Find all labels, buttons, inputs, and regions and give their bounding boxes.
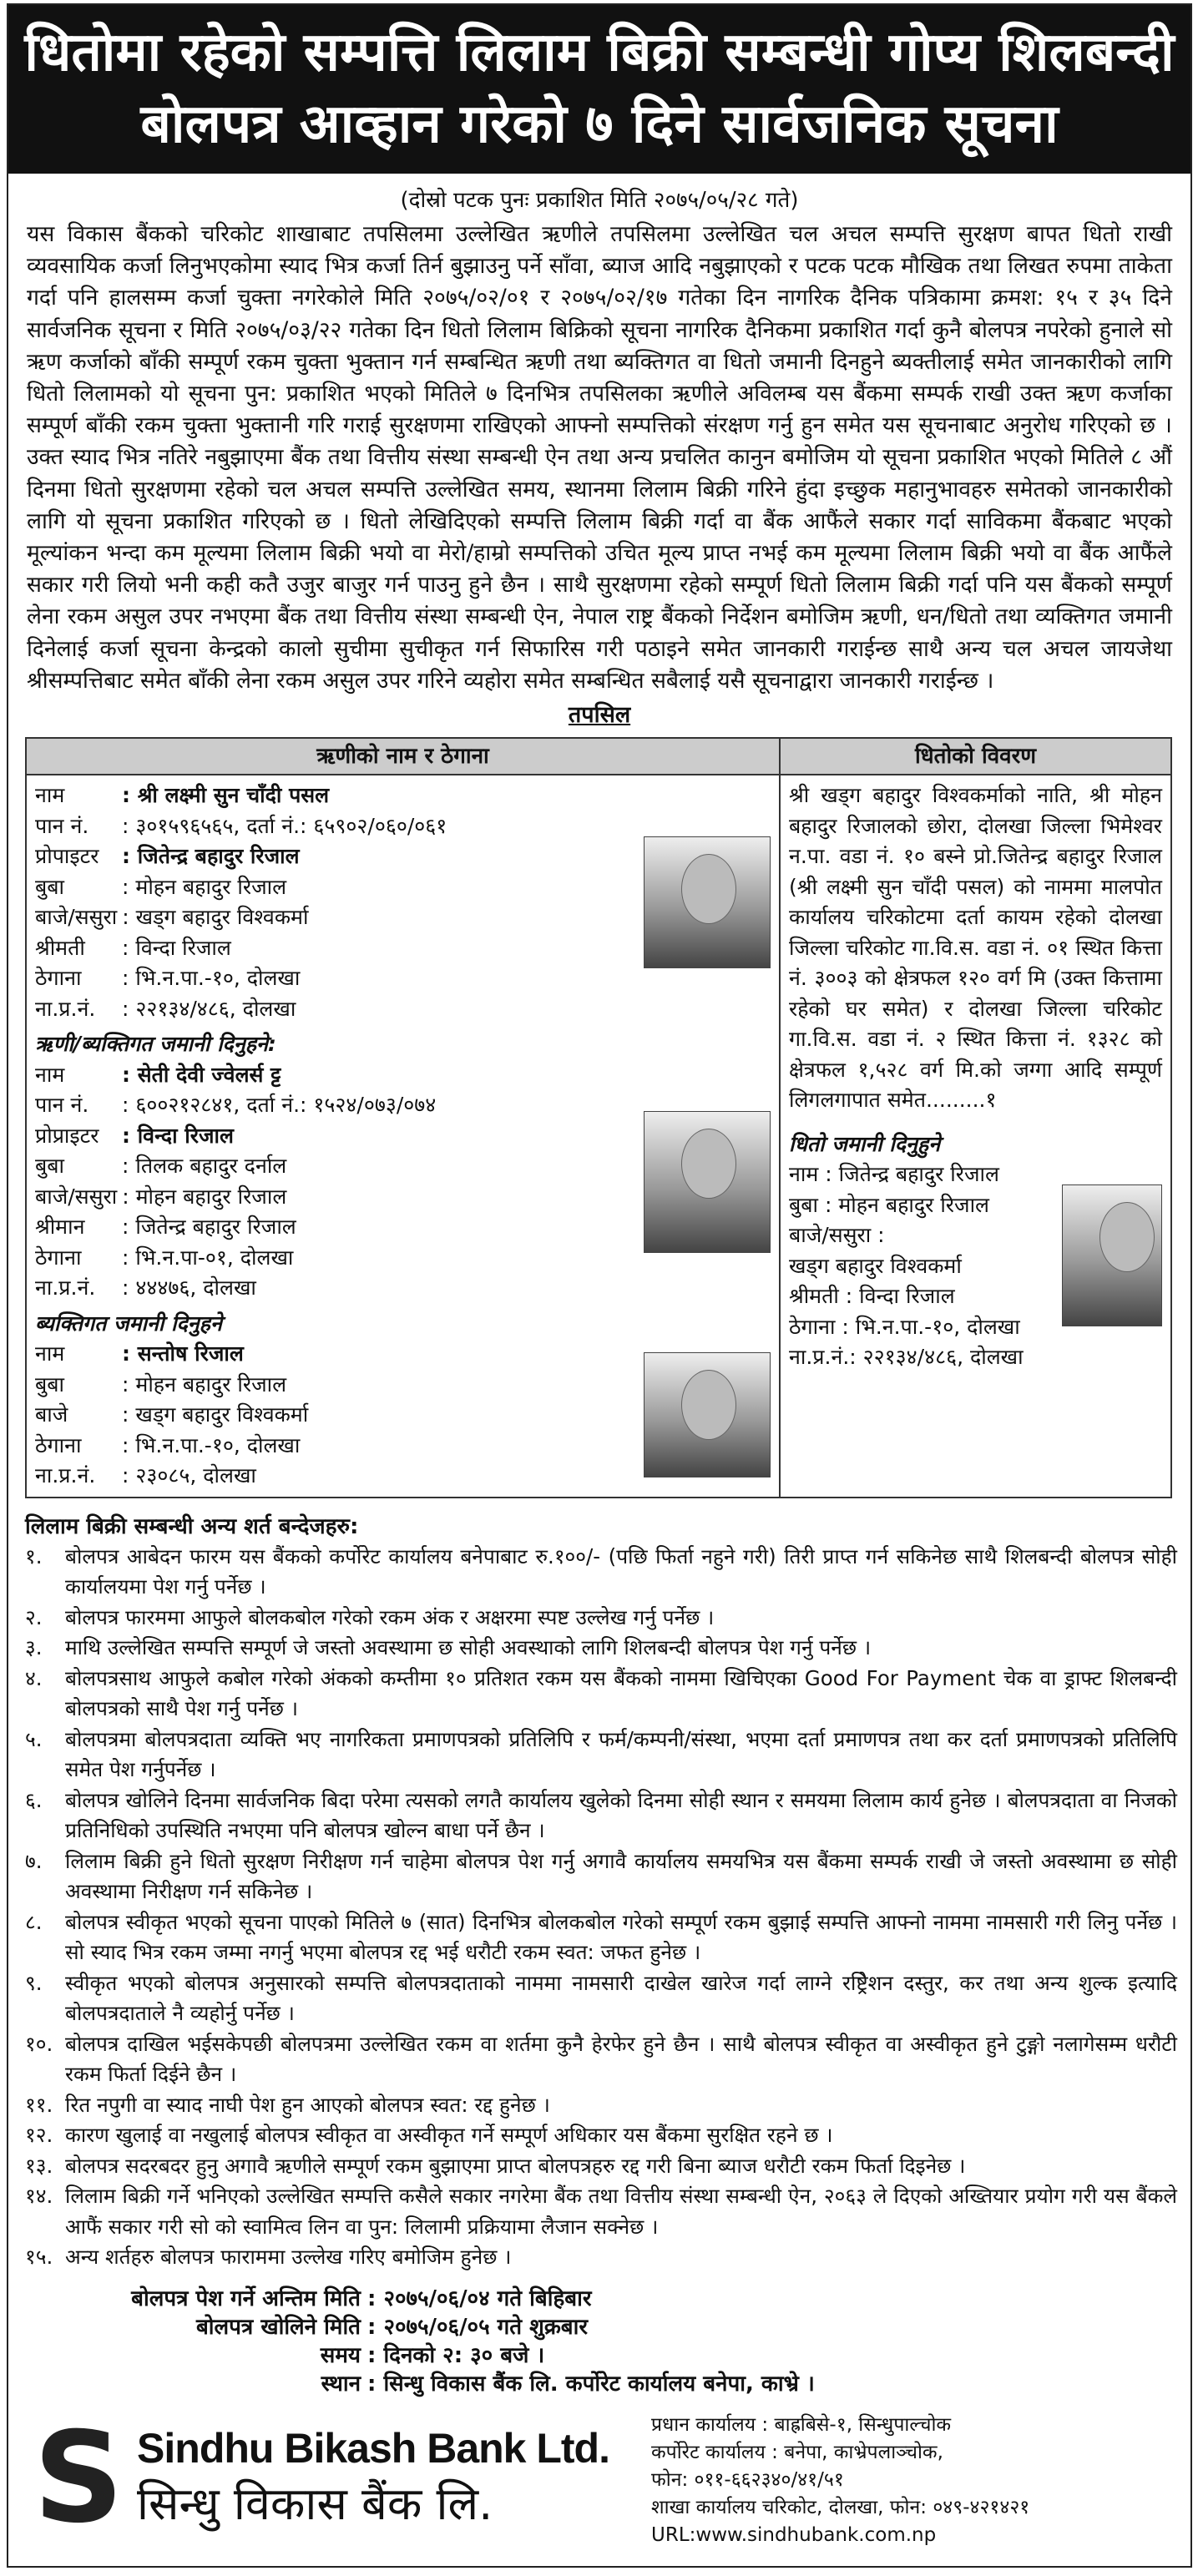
- conditions-list: [25, 1542, 1177, 2273]
- condition-text: लिलाम बिक्री गर्ने भनिएको उल्लेखित सम्पत्ति कसैले सकार नगरेमा बैंक तथा वित्तीय संस्था सम्बन्धी ऐन, २०६३ ले दिएको अख्तियार प्रयोग गरी यस बैंकले आफैं सकार गरी सो को स्वामित्व लिन वा पुन: लिलामी प्रक्रियामा लैजान सक्नेछ ।: [65, 2184, 1177, 2239]
- date-label: बोलपत्र खोलिने मिति: [195, 2314, 361, 2340]
- body-line: गराई सुरक्षणमा राखिएको आफ्नो सम्पत्तिको संरक्षण गर्नु हुन समेत यस सूचनाबाट अनुरोध गरिएको छ । उक्त: [27, 412, 1172, 471]
- condition-item: [25, 2090, 1177, 2121]
- detail-label: पान नं.: [35, 813, 89, 838]
- body-line: स्याद भित्र नतिरे नबुझाएमा बैंक तथा वित्तीय संस्था सम्बन्धी ऐन तथा अन्य प्रचलित कानुन बमोजिम यो सूचना: [70, 444, 930, 471]
- borrower-photo: [644, 836, 771, 968]
- detail-row: [35, 963, 632, 994]
- detail-line: नाम : जितेन्द्र बहादुर रिजाल: [789, 1162, 999, 1187]
- condition-item: [25, 2120, 1177, 2151]
- condition-item: [25, 2029, 1177, 2090]
- guarantor2-photo: [644, 1352, 771, 1477]
- guarantor2-section: [35, 1339, 771, 1492]
- condition-text: बोलपत्रसाथ आफुले कबोल गरेको अंकको कम्तीमा १० प्रतिशत रकम यस बैंकको नाममा खिचिएका Good For Payment चेक वा ड्राफ्ट शिलबन्दी बोलपत्रको साथै पेश गर्नु पर्नेछ ।: [65, 1665, 1177, 1721]
- body-line: तपसिलका ऋणीले अविलम्ब यस बैंकमा सम्पर्क राखी उक्त ऋण कर्जाका सम्पूर्ण बाँकी रकम चुक्ता भुक्तानी गरि: [27, 381, 1172, 439]
- condition-item: [25, 1968, 1177, 2029]
- condition-text: माथि उल्लेखित सम्पत्ति सम्पूर्ण जे जस्तो अवस्थामा छ सोही अवस्थाको लागि शिलबन्दी बोलपत्र पेश गर्नु पर्नेछ ।: [65, 1635, 872, 1660]
- body-line: र २०७५/०२/१७ गतेका दिन नागरिक दैनिक पत्रिकामा क्रमश: १५ र ३५ दिने सार्वजनिक सूचना र मिति: [27, 285, 1172, 343]
- detail-row: [35, 1400, 632, 1431]
- detail-value: : तिलक बहादुर दर्नाल: [122, 1154, 287, 1179]
- body-line: र पटक पटक मौखिक तथा लिखत रुपमा ताकेता गर्दा पनि हालसम्म कर्जा चुक्ता नगरेकोले मिति २०७५/०२/०१: [27, 253, 1172, 311]
- bank-name-en: Sindhu Bikash Bank Ltd.: [137, 2424, 609, 2472]
- condition-item: [25, 1846, 1177, 1907]
- condition-number: ४.: [25, 1665, 43, 1690]
- body-line: हुनाले सो ऋण कर्जाको बाँकी सम्पूर्ण रकम चुक्ता भुक्तान गर्न सम्बन्धित ऋणी तथा ब्यक्तिगत वा धितो जमानी: [27, 316, 1172, 375]
- condition-number: १.: [25, 1543, 43, 1568]
- detail-line: खड्ग बहादुर विश्वकर्मा: [789, 1253, 962, 1278]
- detail-label: ठेगाना: [35, 966, 82, 991]
- date-row: [50, 2370, 1190, 2398]
- body-line: बिक्री भयो वा मेरो/हाम्रो सम्पत्तिको उचित मूल्य प्राप्त नभई कम मूल्यमा लिलाम बिक्री भयो वा बैंक आफैंले सकार: [27, 540, 1172, 599]
- borrower-cell: [26, 775, 780, 1498]
- condition-text: बोलपत्रमा बोलपत्रदाता व्यक्ति भए नागरिकता प्रमाणपत्रको प्रतिलिपि र फर्म/कम्पनी/संस्था, भएमा दर्ता प्रमाणपत्र तथा कर दर्ता प्रमाणपत्रको प्रतिलिपि समेत पेश गर्नुपर्नेछ ।: [65, 1726, 1177, 1782]
- detail-label: नाम: [35, 1341, 65, 1366]
- date-row: [50, 2313, 1190, 2341]
- body-line: प्रकाशित भएको मितिले ८ औं दिनमा धितो सुरक्षणमा रहेको चल अचल सम्पत्ति उल्लेखित समय, स्थानमा लिलाम: [27, 444, 1172, 503]
- condition-text: लिलाम बिक्री हुने धितो सुरक्षण निरीक्षण गर्न चाहेमा बोलपत्र पेश गर्नु अगावै कार्यालय समयभित्र यस बैंकमा सम्पर्क राखी जे जस्तो अवस्थामा छ सोही अवस्थामा निरीक्षण गर्न सकिनेछ ।: [65, 1848, 1177, 1904]
- condition-number: ३.: [25, 1635, 43, 1660]
- detail-row: [35, 1090, 632, 1121]
- detail-row: [35, 1151, 632, 1182]
- bank-logo: [33, 2405, 634, 2551]
- condition-number: १४.: [25, 2184, 53, 2209]
- collateral-guarantor-photo: [1062, 1184, 1162, 1326]
- tender-dates: [50, 2285, 1190, 2398]
- bank-names: [137, 2422, 609, 2534]
- collateral-cell: [780, 775, 1171, 1498]
- condition-text: रित नपुगी वा स्याद नाघी पेश हुन आएको बोलपत्र स्वत: रद्द हुनेछ ।: [65, 2092, 550, 2117]
- detail-line: बाजे/ससुरा :: [789, 1223, 885, 1248]
- condition-text: कारण खुलाई वा नखुलाई बोलपत्र स्वीकृत वा अस्वीकृत गर्ने सम्पूर्ण अधिकार यस बैंकमा सुरक्षित रहने छ ।: [65, 2123, 833, 2148]
- collateral-guarantor-section: [789, 1159, 1162, 1373]
- detail-label: श्रीमती: [35, 935, 85, 960]
- date-value: : दिनको २: ३० बजे ।: [367, 2342, 545, 2368]
- detail-label: बुबा: [35, 1154, 65, 1179]
- condition-item: [25, 1664, 1177, 1725]
- collateral-guarantor-details: [789, 1159, 1050, 1373]
- condition-number: १२.: [25, 2123, 53, 2148]
- detail-value: : सन्तोष रिजाल: [122, 1341, 244, 1366]
- date-label: समय: [320, 2342, 361, 2368]
- condition-number: ६.: [25, 1787, 43, 1812]
- detail-row: [35, 1182, 632, 1213]
- title-line-2: बोलपत्र आव्हान गरेको ७ दिने सार्वजनिक सूचना: [140, 93, 1059, 155]
- condition-text: बोलपत्र दाखिल भईसकेपछी बोलपत्रमा उल्लेखित रकम वा शर्तमा कुनै हेरफेर हुने छैन । साथै बोलपत्र स्वीकृत वा अस्वीकृत हुने टुङ्गो नलागेसम्म धरौटी रकम फिर्ता दिईने छैन ।: [65, 2031, 1177, 2087]
- body-line: दिनहुने ब्यक्तीलाई समेत जानकारीको लागि धितो लिलामको यो सूचना पुन: प्रकाशित भएको मितिले ७ दिनभित्र: [27, 348, 1172, 407]
- date-value: : २०७५/०६/०५ गते शुक्रबार: [367, 2314, 589, 2340]
- condition-number: २.: [25, 1604, 43, 1629]
- condition-item: [25, 1907, 1177, 1968]
- guarantor2-heading: ब्यक्तिगत जमानी दिनुहने: [35, 1311, 222, 1336]
- condition-item: [25, 1786, 1177, 1846]
- detail-line: बुबा : मोहन बहादुर रिजाल: [789, 1192, 990, 1217]
- date-label: स्थान: [321, 2371, 361, 2397]
- bank-name-np: सिन्धु विकास बैंक लि.: [137, 2477, 493, 2530]
- detail-value: : ४४४७६, दोलखा: [122, 1275, 256, 1301]
- detail-value: : भि.न.पा-०१, दोलखा: [122, 1245, 294, 1270]
- body-line: पनि यस बैंकको सम्पूर्ण लेना रकम असुल उपर नभएमा बैंक तथा वित्तीय संस्था सम्बन्धी ऐन, नेपाल राष्ट्र बैंकको: [27, 572, 1172, 630]
- body-line: २०७५/०३/२२ गतेका दिन धितो लिलाम बिक्रिको सूचना नागरिक दैनिकमा प्रकाशित गर्दा कुनै बोलपत्र नपरेको: [235, 316, 1092, 343]
- bank-contact: [651, 2412, 1190, 2549]
- detail-value: : श्री लक्ष्मी सुन चाँदी पसल: [122, 783, 330, 808]
- condition-number: १०.: [25, 2031, 53, 2056]
- contact-line: प्रधान कार्यालय : बाह्रबिसे-१, सिन्धुपाल्चोक: [651, 2413, 952, 2436]
- conditions-heading: लिलाम बिक्री सम्बन्धी अन्य शर्त बन्देजहरु:: [25, 1513, 359, 1539]
- detail-value: : खड्ग बहादुर विश्वकर्मा: [122, 905, 309, 930]
- condition-number: ७.: [25, 1848, 43, 1873]
- condition-number: ११.: [25, 2092, 53, 2117]
- detail-row: [35, 1212, 632, 1243]
- guarantor2-details: [35, 1339, 632, 1492]
- detail-value: : २२१३४/४८६, दोलखा: [122, 996, 296, 1021]
- detail-value: : २३०८५, दोलखा: [122, 1463, 256, 1488]
- condition-item: [25, 1603, 1177, 1634]
- detail-value: : जितेन्द्र बहादुर रिजाल: [122, 844, 300, 869]
- detail-label: पान नं.: [35, 1093, 89, 1118]
- republish-date: (दोस्रो पटक पुनः प्रकाशित मिति २०७५/०५/२८ गते): [400, 188, 799, 213]
- detail-row: [35, 1273, 632, 1304]
- detail-label: ठेगाना: [35, 1245, 82, 1270]
- detail-line: श्रीमती : विन्दा रिजाल: [789, 1284, 955, 1309]
- collateral-guarantor-heading: धितो जमानी दिनुहुने: [789, 1131, 941, 1156]
- footer: [33, 2405, 1190, 2551]
- contact-line: फोन: ०११-६६२३४०/४१/५१: [651, 2468, 844, 2491]
- detail-row: [35, 1370, 632, 1401]
- detail-label: ना.प्र.नं.: [35, 996, 96, 1021]
- body-line: गरी लियो भनी कही कतै उजुर बाजुर गर्न पाउनु हुने छैन । साथै सुरक्षणमा रहेको सम्पूर्ण धितो लिलाम बिक्री गर्दा: [81, 572, 978, 599]
- detail-label: बाजे: [35, 1402, 68, 1427]
- condition-number: १३.: [25, 2153, 53, 2178]
- detail-label: बाजे/ससुरा: [35, 1184, 118, 1209]
- detail-label: प्रोपाइटर: [35, 844, 99, 869]
- detail-label: श्रीमान: [35, 1215, 85, 1240]
- guarantor1-heading: ऋणी/ब्यक्तिगत जमानी दिनुहने:: [35, 1032, 276, 1057]
- condition-number: ८.: [25, 1909, 43, 1934]
- detail-row: [35, 933, 632, 964]
- detail-row: [35, 1461, 632, 1492]
- detail-value: : विन्दा रिजाल: [122, 1123, 234, 1148]
- detail-label: प्रोप्राइटर: [35, 1123, 99, 1148]
- condition-item: [25, 2151, 1177, 2182]
- body-line: बिक्री गरिने हुंदा इच्छुक महानुभावहरु समेतको जानकारीको लागि यो सूचना प्रकाशित गरिएको छ । धितो लेखिदिएको: [27, 476, 1172, 534]
- detail-label: नाम: [35, 783, 65, 808]
- notice-title-banner: [8, 5, 1190, 174]
- condition-text: बोलपत्र सदरबदर हुनु अगावै ऋणीले सम्पूर्ण रकम बुझाएमा प्राप्त बोलपत्रहरु रद्द गरी बिना ब्याज धरौटी रकम फिर्ता दिइनेछ ।: [65, 2153, 966, 2178]
- detail-value: : सेती देवी ज्वेलर्स ट्ट: [122, 1062, 281, 1087]
- body-line: यस विकास बैंकको चरिकोट शाखाबाट तपसिलमा उल्लेखित ऋणीले तपसिलमा उल्लेखित चल अचल सम्पत्ति सुरक्षण: [27, 221, 1014, 247]
- detail-value: : ६००२१२८४१, दर्ता नं.: १५२४/०७३/०७४: [122, 1093, 437, 1118]
- detail-row: [35, 1060, 632, 1091]
- bank-logo-icon: S: [33, 2405, 124, 2551]
- detail-label: ना.प्र.नं.: [35, 1463, 96, 1488]
- detail-label: बाजे/ससुरा: [35, 905, 118, 930]
- condition-item: [25, 1725, 1177, 1786]
- guarantor1-details: [35, 1060, 632, 1304]
- contact-line: URL:www.sindhubank.com.np: [651, 2523, 937, 2546]
- detail-label: बुबा: [35, 874, 65, 899]
- contact-line: शाखा कार्यालय चरिकोट, दोलखा, फोन: ०४९-४२१४२१: [651, 2496, 1030, 2518]
- borrower-section: [35, 780, 771, 1024]
- detail-line: ठेगाना : भि.न.पा.-१०, दोलखा: [789, 1314, 1020, 1339]
- condition-item: [25, 2242, 1177, 2273]
- condition-text: स्वीकृत भएको बोलपत्र अनुसारको सम्पत्ति बोलपत्रदाताको नाममा नामसारी दाखेल खारेज गर्दा लाग्ने रष्ट्रिेशन दस्तुर, कर तथा अन्य शुल्क इत्यादि बोलपत्रदाताले नै व्यहोर्नु पर्नेछ ।: [65, 1970, 1177, 2026]
- notice: [7, 3, 1192, 2568]
- condition-text: अन्य शर्तहरु बोलपत्र फाराममा उल्लेख गरिए बमोजिम हुनेछ ।: [65, 2245, 512, 2270]
- detail-row: [35, 1431, 632, 1462]
- condition-text: बोलपत्र आबेदन फारम यस बैंकको कर्पोरेट कार्यालय बनेपाबाट रु.१००/- (पछि फिर्ता नहुने गरी) तिरी प्राप्त गर्न सकिनेछ साथै शिलबन्दी बोलपत्र सोही कार्यालयमा पेश गर्नु पर्नेछ ।: [65, 1543, 1177, 1599]
- title-line-1: धितोमा रहेको सम्पत्ति लिलाम बिक्री सम्बन्धी गोप्य शिलबन्दी: [24, 22, 1175, 83]
- detail-row: [35, 902, 632, 933]
- body-line: सम्पत्ति लिलाम बिक्री गर्दा वा बैंक आफैंले सकार गर्दा साविकमा बैंकबाट भएको मूल्यांकन भन्दा कम मूल्यमा लिलाम: [27, 508, 1172, 567]
- schedule-heading: तपसिल: [568, 702, 631, 729]
- detail-value: : भि.न.पा.-१०, दोलखा: [122, 966, 301, 991]
- notice-body: [8, 215, 1190, 697]
- body-line: गर्न सिफारिस गरी पठाइने समेत जानकारी गराईन्छ साथै अन्य चल अचल जायजेथा श्रीसम्पत्तिबाट समेत बाँकी: [27, 635, 1172, 694]
- detail-line: ना.प्र.नं.: २२१३४/४८६, दोलखा: [789, 1345, 1024, 1370]
- condition-number: ५.: [25, 1726, 43, 1751]
- detail-value: : मोहन बहादुर रिजाल: [122, 874, 287, 899]
- detail-row: [35, 872, 632, 903]
- body-line: लेना रकम असुल उपर गरिने व्यहोरा समेत सम्बन्धित सबैलाई यसै सूचनाद्वारा जानकारी गराईन्छ ।: [235, 667, 994, 694]
- borrower-details: [35, 780, 632, 1024]
- schedule-table: [25, 737, 1172, 1498]
- condition-text: बोलपत्र खोलिने दिनमा सार्वजनिक बिदा परेमा त्यसको लगतै कार्यालय खुलेको दिनमा सोही स्थान र समयमा लिलाम कार्य हुनेछ । बोलपत्रदाता वा निजको प्रतिनिधिको उपस्थिति नभएमा पनि बोलपत्र खोल्न बाधा पर्ने छैन ।: [65, 1787, 1177, 1843]
- detail-value: : ३०१५९६५६५, दर्ता नं.: ६५९०२/०६०/०६१: [122, 813, 447, 838]
- date-row: [50, 2285, 1190, 2313]
- detail-value: : भि.न.पा.-१०, दोलखा: [122, 1432, 301, 1457]
- condition-text: बोलपत्र स्वीकृत भएको सूचना पाएको मितिले ७ (सात) दिनभित्र बोलकबोल गरेको सम्पूर्ण रकम बुझाई सम्पत्ति आफ्नो नाममा नामसारी गरी लिनु पर्नेछ । सो स्याद भित्र रकम जम्मा नगर्नु भएमा बोलपत्र रद्द भई धरौटी रकम स्वत: जफत हुनेछ ।: [65, 1909, 1177, 1965]
- date-label: बोलपत्र पेश गर्ने अन्तिम मिति: [131, 2286, 361, 2311]
- date-row: [50, 2341, 1190, 2370]
- condition-number: १५.: [25, 2245, 53, 2270]
- condition-text: बोलपत्र फारममा आफुले बोलकबोल गरेको रकम अंक र अक्षरमा स्पष्ट उल्लेख गर्नु पर्नेछ ।: [65, 1604, 715, 1629]
- date-value: : २०७५/०६/०४ गते बिहिबार: [367, 2286, 592, 2311]
- detail-row: [35, 1121, 632, 1152]
- body-line: निर्देशन बमोजिम ऋणी, धन/धितो तथा व्यक्तिगत जमानी दिनेलाई कर्जा सूचना केन्द्रको कालो सुचीमा सुचीकृत: [27, 604, 1172, 662]
- detail-row: [35, 994, 632, 1025]
- detail-row: [35, 1339, 632, 1370]
- guarantor1-photo: [644, 1111, 771, 1253]
- detail-label: नाम: [35, 1062, 65, 1087]
- detail-row: [35, 841, 632, 872]
- contact-line: कर्पोरेट कार्यालय : बनेपा, काभ्रेपलाञ्चोक,: [651, 2441, 943, 2463]
- guarantor1-section: [35, 1060, 771, 1304]
- collateral-description: श्री खड्ग बहादुर विश्वकर्माको नाति, श्री मोहन बहादुर रिजालको छोरा, दोलखा जिल्ला भिमेश्वर न.पा. वडा नं. १० बस्ने प्रो.जितेन्द्र बहादुर रिजाल (श्री लक्ष्मी सुन चाँदी पसल) को नाममा मालपोत कार्यालय चरिकोटमा दर्ता कायम रहेको दोलखा जिल्ला चरिकोट गा.वि.स. वडा नं. ०१ स्थित कित्ता नं. ३००३ को क्षेत्रफल १२० वर्ग मि (उक्त कित्तामा रहेको घर समेत) र दोलखा जिल्ला चरिकोट गा.वि.स. वडा नं. २ स्थित कित्ता नं. १३२८ को क्षेत्रफल १,५२८ वर्ग मि.को जग्गा आदि सम्पूर्ण लिगलगापात समेत.........१: [789, 783, 1162, 1113]
- body-line: बापत धितो राखी व्यवसायिक कर्जा लिनुभएकोमा स्याद भित्र कर्जा तिर्न बुझाउनु पर्ने साँवा, ब्याज आदि नबुझाएको: [27, 221, 1172, 280]
- detail-row: [35, 1243, 632, 1274]
- detail-label: ठेगाना: [35, 1432, 82, 1457]
- condition-item: [25, 1542, 1177, 1603]
- detail-row: [35, 811, 632, 842]
- condition-item: [25, 2181, 1177, 2242]
- condition-item: [25, 1633, 1177, 1664]
- detail-label: ना.प्र.नं.: [35, 1275, 96, 1301]
- date-value: : सिन्धु विकास बैंक लि. कर्पोरेट कार्यालय बनेपा, काभ्रे ।: [367, 2371, 815, 2397]
- detail-value: : जितेन्द्र बहादुर रिजाल: [122, 1215, 296, 1240]
- detail-label: बुबा: [35, 1371, 65, 1397]
- detail-row: [35, 780, 632, 811]
- detail-value: : मोहन बहादुर रिजाल: [122, 1371, 287, 1397]
- detail-value: : मोहन बहादुर रिजाल: [122, 1184, 287, 1209]
- header-borrower: ऋणीको नाम र ठेगाना: [26, 738, 780, 775]
- conditions: [25, 1512, 1177, 2273]
- header-collateral: धितोको विवरण: [780, 738, 1171, 775]
- detail-value: : खड्ग बहादुर विश्वकर्मा: [122, 1402, 309, 1427]
- condition-number: ९.: [25, 1970, 43, 1995]
- detail-value: : विन्दा रिजाल: [122, 935, 231, 960]
